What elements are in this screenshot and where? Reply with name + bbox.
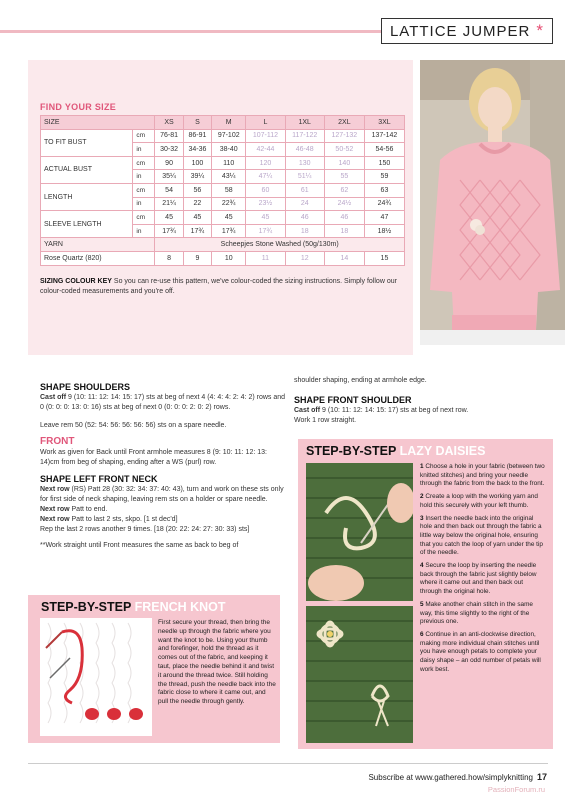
- cell: 18½: [364, 224, 404, 238]
- table-row: [41, 129, 405, 143]
- cell: 24: [285, 197, 324, 211]
- section-heading: SHAPE LEFT FRONT NECK: [40, 474, 158, 484]
- cell: 24¾: [364, 197, 404, 211]
- watermark: PassionForum.ru: [487, 785, 545, 794]
- step-number: 1: [420, 463, 424, 470]
- shade-label: Rose Quartz (820): [41, 251, 155, 265]
- size-header-cell: XS: [155, 116, 183, 130]
- cell: 47¼: [246, 170, 285, 184]
- cell: 110: [212, 156, 246, 170]
- cell: 8: [155, 251, 183, 265]
- cell: 34-36: [183, 143, 211, 157]
- french-knot-text: First secure your thread, then bring the needle up through the fabric where you want the knot to be. Using your thumb and forefinger, hold the thread as it comes out of the fabric, and keeping it taut, place the needle behind it and twist it around the thread twice. Still holding the thread, push the needle back into the fabric close to where it came out, and pull the needle through gently.: [158, 619, 276, 706]
- cell: 39¼: [183, 170, 211, 184]
- cell: 100: [183, 156, 211, 170]
- step-text: Choose a hole in your fabric (between two knitted stitches) and bring your needle through the fabric from the back to the front.: [420, 463, 545, 488]
- section-heading: SHAPE SHOULDERS: [40, 382, 131, 392]
- cell: 47: [364, 211, 404, 225]
- paragraph: Work 1 row straight.: [294, 417, 357, 424]
- size-header-cell: S: [183, 116, 211, 130]
- paragraph: **Work straight until Front measures the same as back to beg of: [40, 542, 239, 549]
- unit-cell: in: [133, 170, 155, 184]
- title-prefix: STEP-BY-STEP: [41, 600, 132, 614]
- step-item: [420, 463, 546, 489]
- unit-cell: in: [133, 143, 155, 157]
- sizing-key-label: SIZING COLOUR KEY: [40, 278, 112, 285]
- step-item: [420, 601, 546, 627]
- paragraph: shoulder shaping, ending at armhole edge.: [294, 377, 427, 384]
- pattern-title-text: LATTICE JUMPER: [389, 22, 531, 40]
- row-label: TO FIT BUST: [41, 129, 133, 156]
- cell: 24½: [324, 197, 364, 211]
- cell: 17¾: [155, 224, 183, 238]
- cell: 55: [324, 170, 364, 184]
- model-photo: [420, 60, 565, 345]
- lazy-daisies-steps: [420, 463, 546, 678]
- lazy-daisy-photo-2: [306, 606, 413, 743]
- cell: 58: [212, 183, 246, 197]
- cell: 18: [324, 224, 364, 238]
- cell: 45: [246, 211, 285, 225]
- table-row: [41, 211, 405, 225]
- page-number: 17: [536, 772, 547, 782]
- unit-cell: in: [133, 224, 155, 238]
- size-header-cell: M: [212, 116, 246, 130]
- cell: 54: [155, 183, 183, 197]
- step-number: 5: [420, 600, 424, 608]
- row-label: ACTUAL BUST: [41, 156, 133, 183]
- cell: 90: [155, 156, 183, 170]
- cell: 15: [364, 251, 404, 265]
- subscribe-link[interactable]: Subscribe at www.gathered.how/simplyknitting: [368, 773, 533, 782]
- paragraph: Leave rem 50 (52: 54: 56: 56: 56: 56) sts on a spare needle.: [40, 422, 227, 429]
- paragraph: [40, 515, 285, 525]
- unit-cell: cm: [133, 156, 155, 170]
- cell: 63: [364, 183, 404, 197]
- cell: 11: [246, 251, 285, 265]
- size-header-cell: SIZE: [41, 116, 155, 130]
- cell: 46: [285, 211, 324, 225]
- bold-term: Cast off: [40, 394, 67, 401]
- cell: 107-112: [246, 129, 285, 143]
- cell: 130: [285, 156, 324, 170]
- cell: 59: [364, 170, 404, 184]
- cell: 12: [285, 251, 324, 265]
- cell: 50-52: [324, 143, 364, 157]
- french-knot-illustration: [40, 618, 152, 736]
- unit-cell: in: [133, 197, 155, 211]
- step-text: Insert the needle back into the original hole and then back out through the fabric a little way below the original hole, ensuring that you catch the loop of yarn under the tip of the needle.: [420, 514, 543, 557]
- lazy-daisy-photo-1: [306, 463, 413, 601]
- pattern-title: [381, 18, 553, 44]
- sizing-colour-key: [40, 277, 405, 297]
- left-column: [40, 376, 285, 554]
- header: [0, 18, 565, 42]
- cell: 46-48: [285, 143, 324, 157]
- paragraph: [40, 393, 285, 413]
- cell: 54-56: [364, 143, 404, 157]
- yarn-row: [41, 238, 405, 252]
- cell: 9: [183, 251, 211, 265]
- bold-term: Next row: [40, 506, 70, 513]
- step-item: [420, 631, 546, 675]
- cell: 62: [324, 183, 364, 197]
- bold-term: Cast off: [294, 407, 321, 414]
- paragraph: Work as given for Back until Front armhole measures 8 (9: 10: 11: 12: 13: 14)cm from beg of shaping, ending after a WS (purl) row.: [40, 449, 267, 466]
- step-item: [420, 515, 546, 559]
- section-heading: FRONT: [40, 436, 75, 447]
- section-heading: SHAPE FRONT SHOULDER: [294, 395, 412, 405]
- paragraph-text: Patt to end.: [71, 506, 108, 513]
- cell: 43¼: [212, 170, 246, 184]
- yarn-label: YARN: [41, 238, 155, 252]
- title-prefix: STEP-BY-STEP: [306, 444, 397, 458]
- cell: 17¾: [183, 224, 211, 238]
- size-header-cell: L: [246, 116, 285, 130]
- cell: 35¼: [155, 170, 183, 184]
- cell: 45: [212, 211, 246, 225]
- cell: 45: [155, 211, 183, 225]
- shade-row: [41, 251, 405, 265]
- table-row: [41, 183, 405, 197]
- size-table: [40, 115, 405, 266]
- cell: 17¾: [212, 224, 246, 238]
- step-text: Create a loop with the working yarn and hold this securely with your left thumb.: [420, 493, 538, 509]
- cell: 140: [324, 156, 364, 170]
- cell: 97-102: [212, 129, 246, 143]
- unit-cell: cm: [133, 129, 155, 143]
- row-label: LENGTH: [41, 183, 133, 210]
- footer: [368, 772, 547, 782]
- step-item: [420, 562, 546, 597]
- paragraph: [294, 406, 544, 416]
- cell: 18: [285, 224, 324, 238]
- step-number: 3: [420, 514, 424, 522]
- cell: 21¼: [155, 197, 183, 211]
- step-number: 6: [420, 630, 424, 638]
- cell: 56: [183, 183, 211, 197]
- paragraph: Rep the last 2 rows another 9 times. [18 (20: 22: 24: 27: 30: 33) sts]: [40, 526, 250, 533]
- size-header-cell: 3XL: [364, 116, 404, 130]
- cell: 42-44: [246, 143, 285, 157]
- title-highlight: LAZY DAISIES: [399, 444, 486, 458]
- paragraph-text: Patt to last 2 sts, skpo. [1 st dec'd]: [71, 516, 178, 523]
- cell: 150: [364, 156, 404, 170]
- row-label: SLEEVE LENGTH: [41, 211, 133, 238]
- size-header-cell: 2XL: [324, 116, 364, 130]
- paragraph-text: (RS) Patt 28 (30: 32: 34: 37: 40: 43), turn and work on these sts only for first side of neck shaping, leaving rem sts on a holder or spare needle.: [40, 486, 284, 503]
- cell: 137-142: [364, 129, 404, 143]
- cell: 45: [183, 211, 211, 225]
- cell: 38-40: [212, 143, 246, 157]
- size-header-cell: 1XL: [285, 116, 324, 130]
- paragraph-text: 9 (10: 11: 12: 14: 15: 17) sts at beg of next row.: [322, 407, 469, 414]
- cell: 17¾: [246, 224, 285, 238]
- bold-term: Next row: [40, 486, 70, 493]
- size-section-title: FIND YOUR SIZE: [40, 102, 117, 112]
- cell: 46: [324, 211, 364, 225]
- step-number: 2: [420, 493, 424, 501]
- cell: 51¼: [285, 170, 324, 184]
- asterisk-icon: *: [536, 21, 544, 40]
- cell: 22¾: [212, 197, 246, 211]
- table-row: [41, 156, 405, 170]
- cell: 14: [324, 251, 364, 265]
- step-text: Secure the loop by inserting the needle back through the fabric just slightly below where it came out and then back out through the original hole.: [420, 562, 537, 596]
- cell: 120: [246, 156, 285, 170]
- cell: 23½: [246, 197, 285, 211]
- size-table-header: [41, 116, 405, 130]
- unit-cell: cm: [133, 211, 155, 225]
- title-highlight: FRENCH KNOT: [134, 600, 226, 614]
- header-rule: [0, 30, 400, 33]
- cell: 10: [212, 251, 246, 265]
- cell: 127-132: [324, 129, 364, 143]
- footer-rule: [28, 763, 548, 764]
- step-text: Continue in an anti-clockwise direction, making more individual chain stitches until you have enough petals to complete your daisy shape – an odd number of petals will work best.: [420, 630, 541, 673]
- unit-cell: cm: [133, 183, 155, 197]
- bold-term: Next row: [40, 516, 70, 523]
- sizing-key-text: So you can re-use this pattern, we've colour-coded the sizing instructions. Simply follow our colour-coded measurements and you're off.: [40, 278, 397, 295]
- yarn-value: Scheepjes Stone Washed (50g/130m): [155, 238, 405, 252]
- paragraph-text: 9 (10: 11: 12: 14: 15: 17) sts at beg of next 4 (4: 4: 4: 2: 4: 2) rows and 0 (0: 0: 0: 13: 0: 16) sts at beg of next 0 (0: 0: 0: 2: 0: 2) rows.: [40, 394, 286, 411]
- cell: 61: [285, 183, 324, 197]
- step-item: [420, 493, 546, 510]
- lazy-daisies-title: [306, 444, 485, 458]
- cell: 86-91: [183, 129, 211, 143]
- cell: 117-122: [285, 129, 324, 143]
- step-text: Make another chain stitch in the same way, this time slightly to the right of the previous one.: [420, 600, 533, 626]
- cell: 22: [183, 197, 211, 211]
- cell: 30-32: [155, 143, 183, 157]
- right-column: [294, 376, 544, 426]
- french-knot-title: [41, 600, 226, 614]
- paragraph: [40, 485, 285, 505]
- cell: 76-81: [155, 129, 183, 143]
- paragraph: [40, 505, 285, 515]
- jumper-illustration: [420, 60, 565, 345]
- step-number: 4: [420, 562, 424, 570]
- cell: 60: [246, 183, 285, 197]
